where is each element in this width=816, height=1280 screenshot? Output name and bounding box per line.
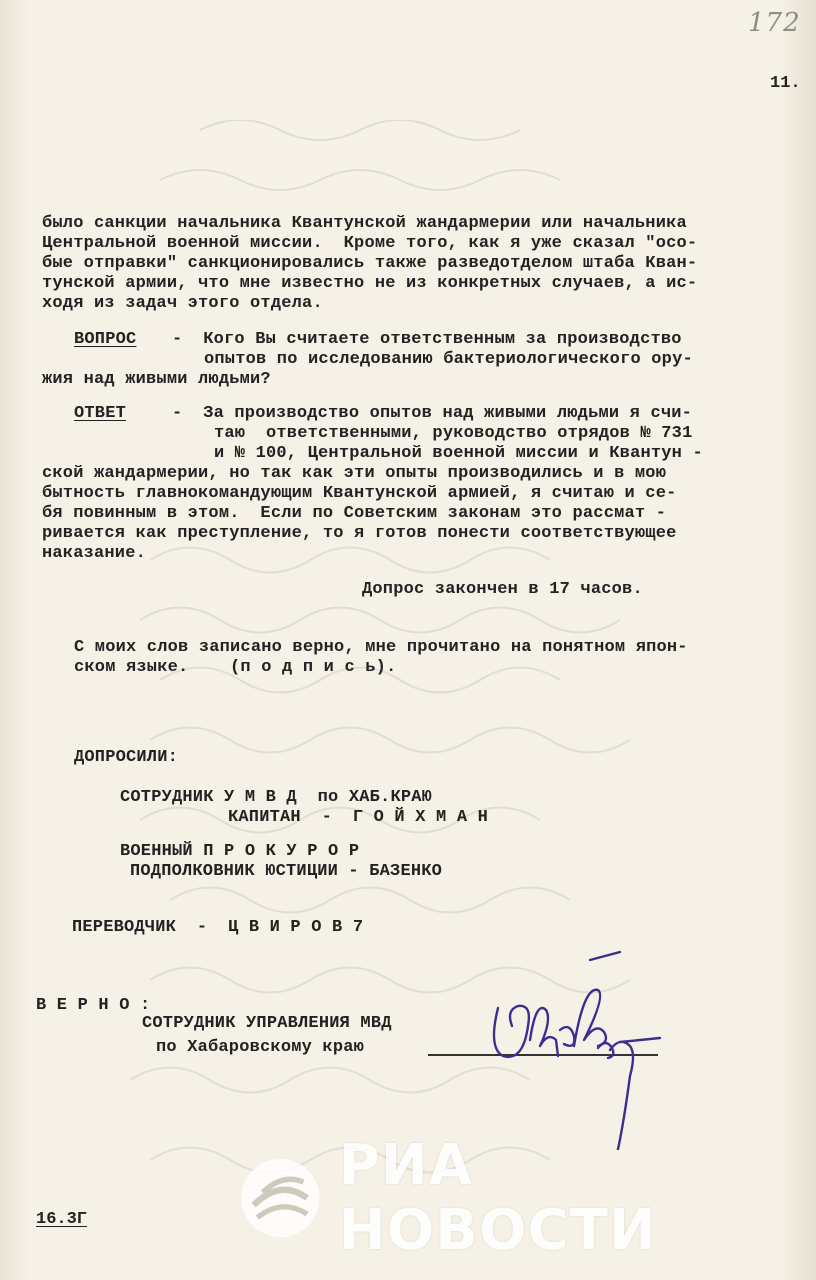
certified-line: по Хабаровскому краю [156,1038,365,1057]
archive-number: 172 [748,8,801,38]
certified-label: В Е Р Н О : [36,996,151,1015]
document-code: 16.3Г [36,1210,88,1229]
ria-novosti-watermark [236,1133,776,1263]
question-line: жия над живыми людьми? [42,370,271,389]
paragraph-line: Центральной военной миссии. Кроме того, как я уже сказал "осо- [42,234,698,253]
interrogator-line: ВОЕННЫЙ П Р О К У Р О Р [120,842,360,861]
paragraph-line: ходя из задач этого отдела. [42,294,323,313]
answer-line: бытность главнокомандующим Квантунской армией, я считаю и се- [42,484,677,503]
paragraph-line: бые отправки" санкционировались также разведотделом штаба Кван- [42,254,698,273]
translator-line: ПЕРЕВОДЧИК - Ц В И Р О В 7 [72,918,364,937]
question-line: опытов по исследованию бактериологического ору- [204,350,693,369]
answer-line: - За производство опытов над живыми людьми я счи- [172,404,693,423]
page-number: 11. [770,74,801,93]
answer-line: наказание. [42,544,147,563]
question-label: ВОПРОС [74,330,137,349]
answer-line: бя повинным в этом. Если по Советским законам это рассмат - [42,504,667,523]
interrogation-end-note: Допрос закончен в 17 часов. [362,580,643,599]
answer-line: ской жандармерии, но так как эти опыты производились и в мою [42,464,667,483]
interrogators-heading: ДОПРОСИЛИ: [74,748,179,767]
confirmation-line: ском языке. (п о д п и с ь). [74,658,397,677]
interrogator-line: КАПИТАН - Г О Й Х М А Н [228,808,489,827]
answer-line: таю ответственными, руководство отрядов № 731 [214,424,693,443]
answer-line: ривается как преступление, то я готов понести соответствующее [42,524,677,543]
paragraph-line: было санкции начальника Квантунской жандармерии или начальника [42,214,687,233]
answer-line: и № 100, Центральной военной миссии и Квантун - [214,444,703,463]
question-line: - Кого Вы считаете ответственным за производство [172,330,682,349]
watermark-text: РИА НОВОСТИ [338,1133,657,1263]
handwritten-signature [470,950,670,1150]
answer-label: ОТВЕТ [74,404,127,423]
interrogator-line: ПОДПОЛКОВНИК ЮСТИЦИИ - БАЗЕНКО [130,862,443,881]
interrogator-line: СОТРУДНИК У М В Д по ХАБ.КРАЮ [120,788,433,807]
confirmation-line: С моих слов записано верно, мне прочитано на понятном япон- [74,638,688,657]
ria-logo-icon [236,1150,325,1246]
certified-line: СОТРУДНИК УПРАВЛЕНИЯ МВД [142,1014,392,1033]
paragraph-line: тунской армии, что мне известно не из конкретных случаев, а ис- [42,274,698,293]
